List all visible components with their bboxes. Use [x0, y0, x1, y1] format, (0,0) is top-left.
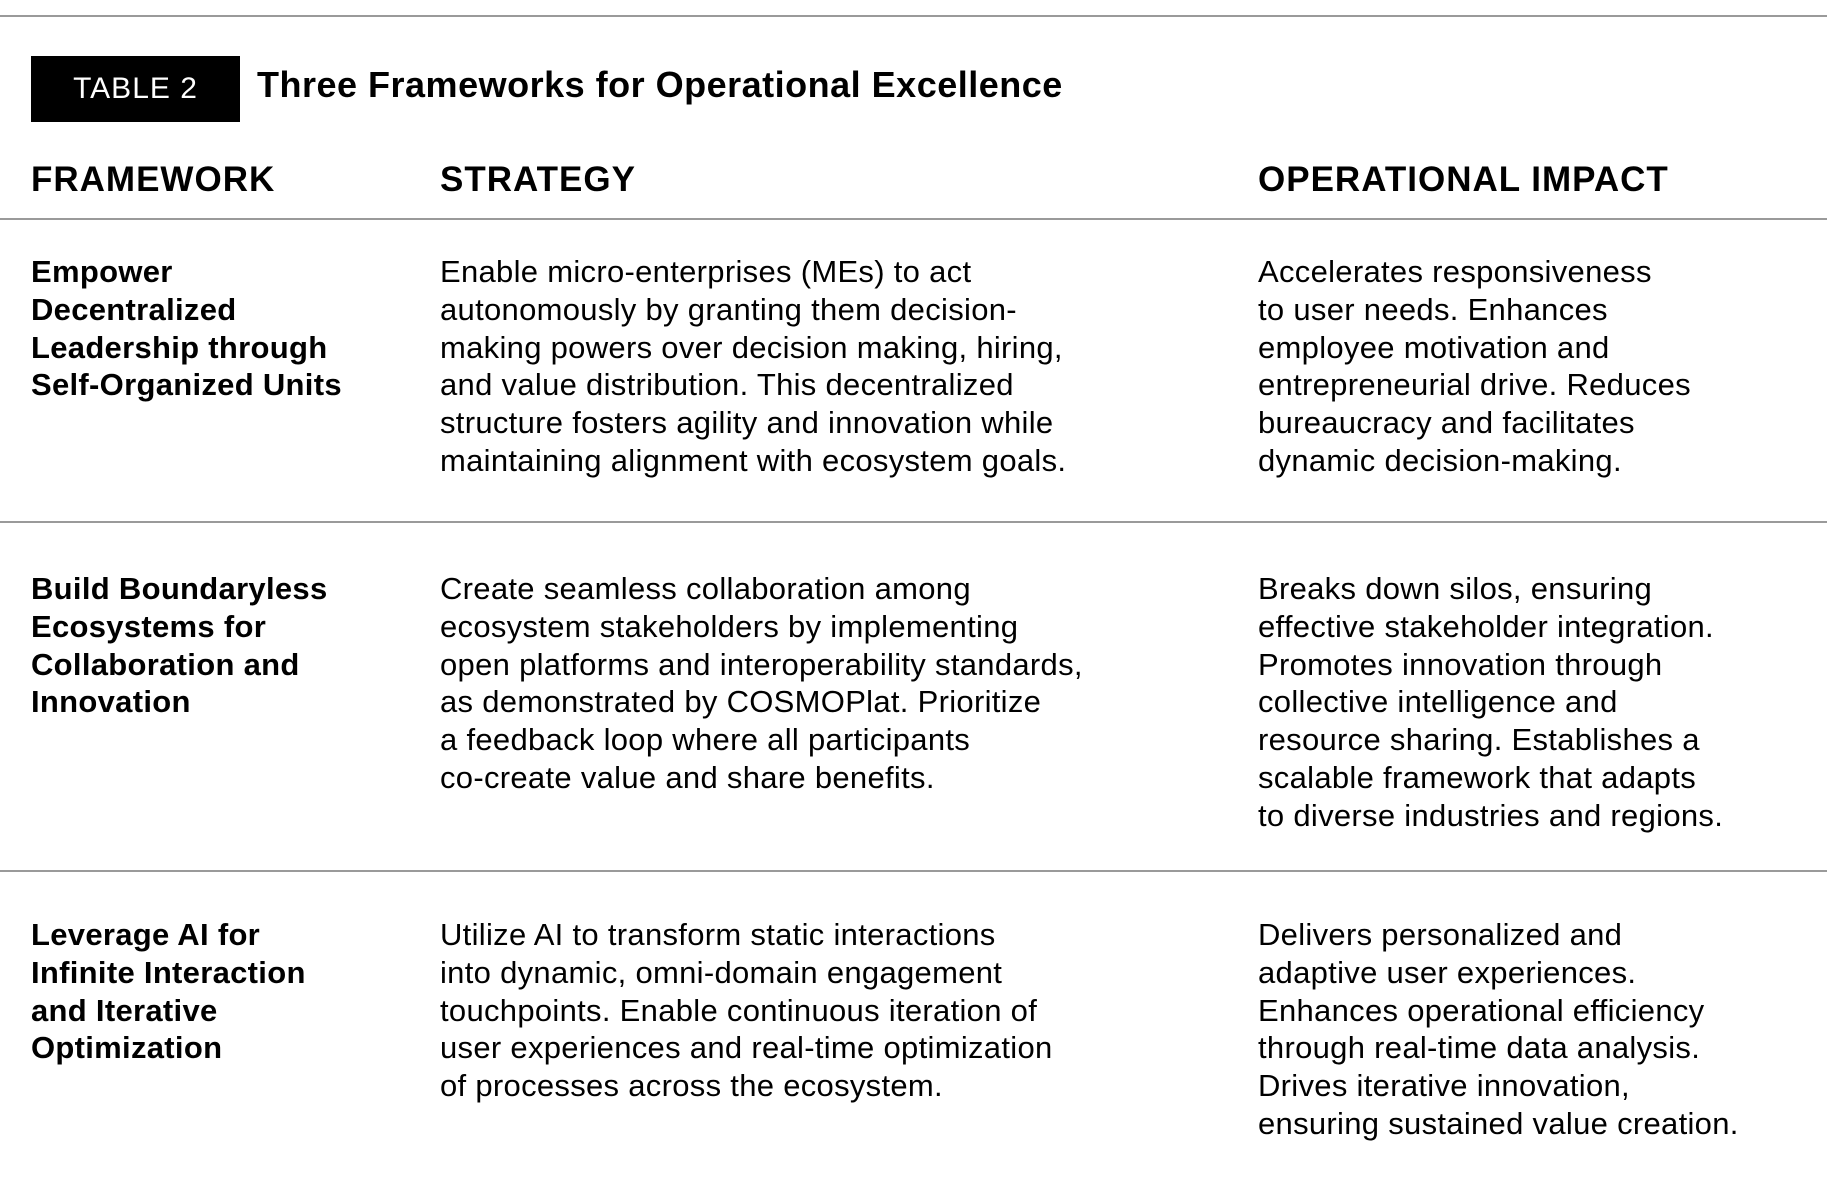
column-header-strategy: STRATEGY — [440, 160, 636, 199]
table-row-1-framework: Empower Decentralized Leadership through Self-Organized Units — [31, 254, 342, 403]
table-title: Three Frameworks for Operational Excellence — [257, 64, 1063, 105]
table-row-2-framework: Build Boundaryless Ecosystems for Collaboration and Innovation — [31, 571, 328, 720]
column-header-operational-impact: OPERATIONAL IMPACT — [1258, 160, 1669, 199]
table-row-2-impact: Breaks down silos, ensuring effective stakeholder integration. Promotes innovation through collective intelligence and resource sharing. Establishes a scalable framework that adapts to diverse industries and regions. — [1258, 571, 1724, 833]
table-row-3-impact: Delivers personalized and adaptive user experiences. Enhances operational efficiency through real-time data analysis. Drives iterative innovation, ensuring sustained value creation. — [1258, 917, 1739, 1141]
row-divider-2 — [0, 870, 1827, 872]
table-row-3-framework: Leverage AI for Infinite Interaction and Iterative Optimization — [31, 917, 306, 1066]
table-row-2-strategy: Create seamless collaboration among ecosystem stakeholders by implementing open platforms and interoperability standards, as demonstrated by COSMOPlat. Prioritize a feedback loop where all participants co-create value and share benefits. — [440, 571, 1083, 795]
table-row-3-strategy: Utilize AI to transform static interactions into dynamic, omni-domain engagement touchpoints. Enable continuous iteration of user experiences and real-time optimization of processes across the ecosystem. — [440, 917, 1053, 1104]
table-number-badge: TABLE 2 — [31, 56, 240, 122]
top-divider — [0, 15, 1827, 17]
column-header-framework: FRAMEWORK — [31, 160, 276, 199]
table-row-1-impact: Accelerates responsiveness to user needs. Enhances employee motivation and entrepreneurial drive. Reduces bureaucracy and facilitates dynamic decision-making. — [1258, 254, 1691, 478]
table-row-1-strategy: Enable micro-enterprises (MEs) to act autonomously by granting them decision- making powers over decision making, hiring, and value distribution. This decentralized structure fosters agility and innovation while maintaining alignment with ecosystem goals. — [440, 254, 1067, 478]
row-divider-1 — [0, 521, 1827, 523]
header-divider — [0, 218, 1827, 220]
